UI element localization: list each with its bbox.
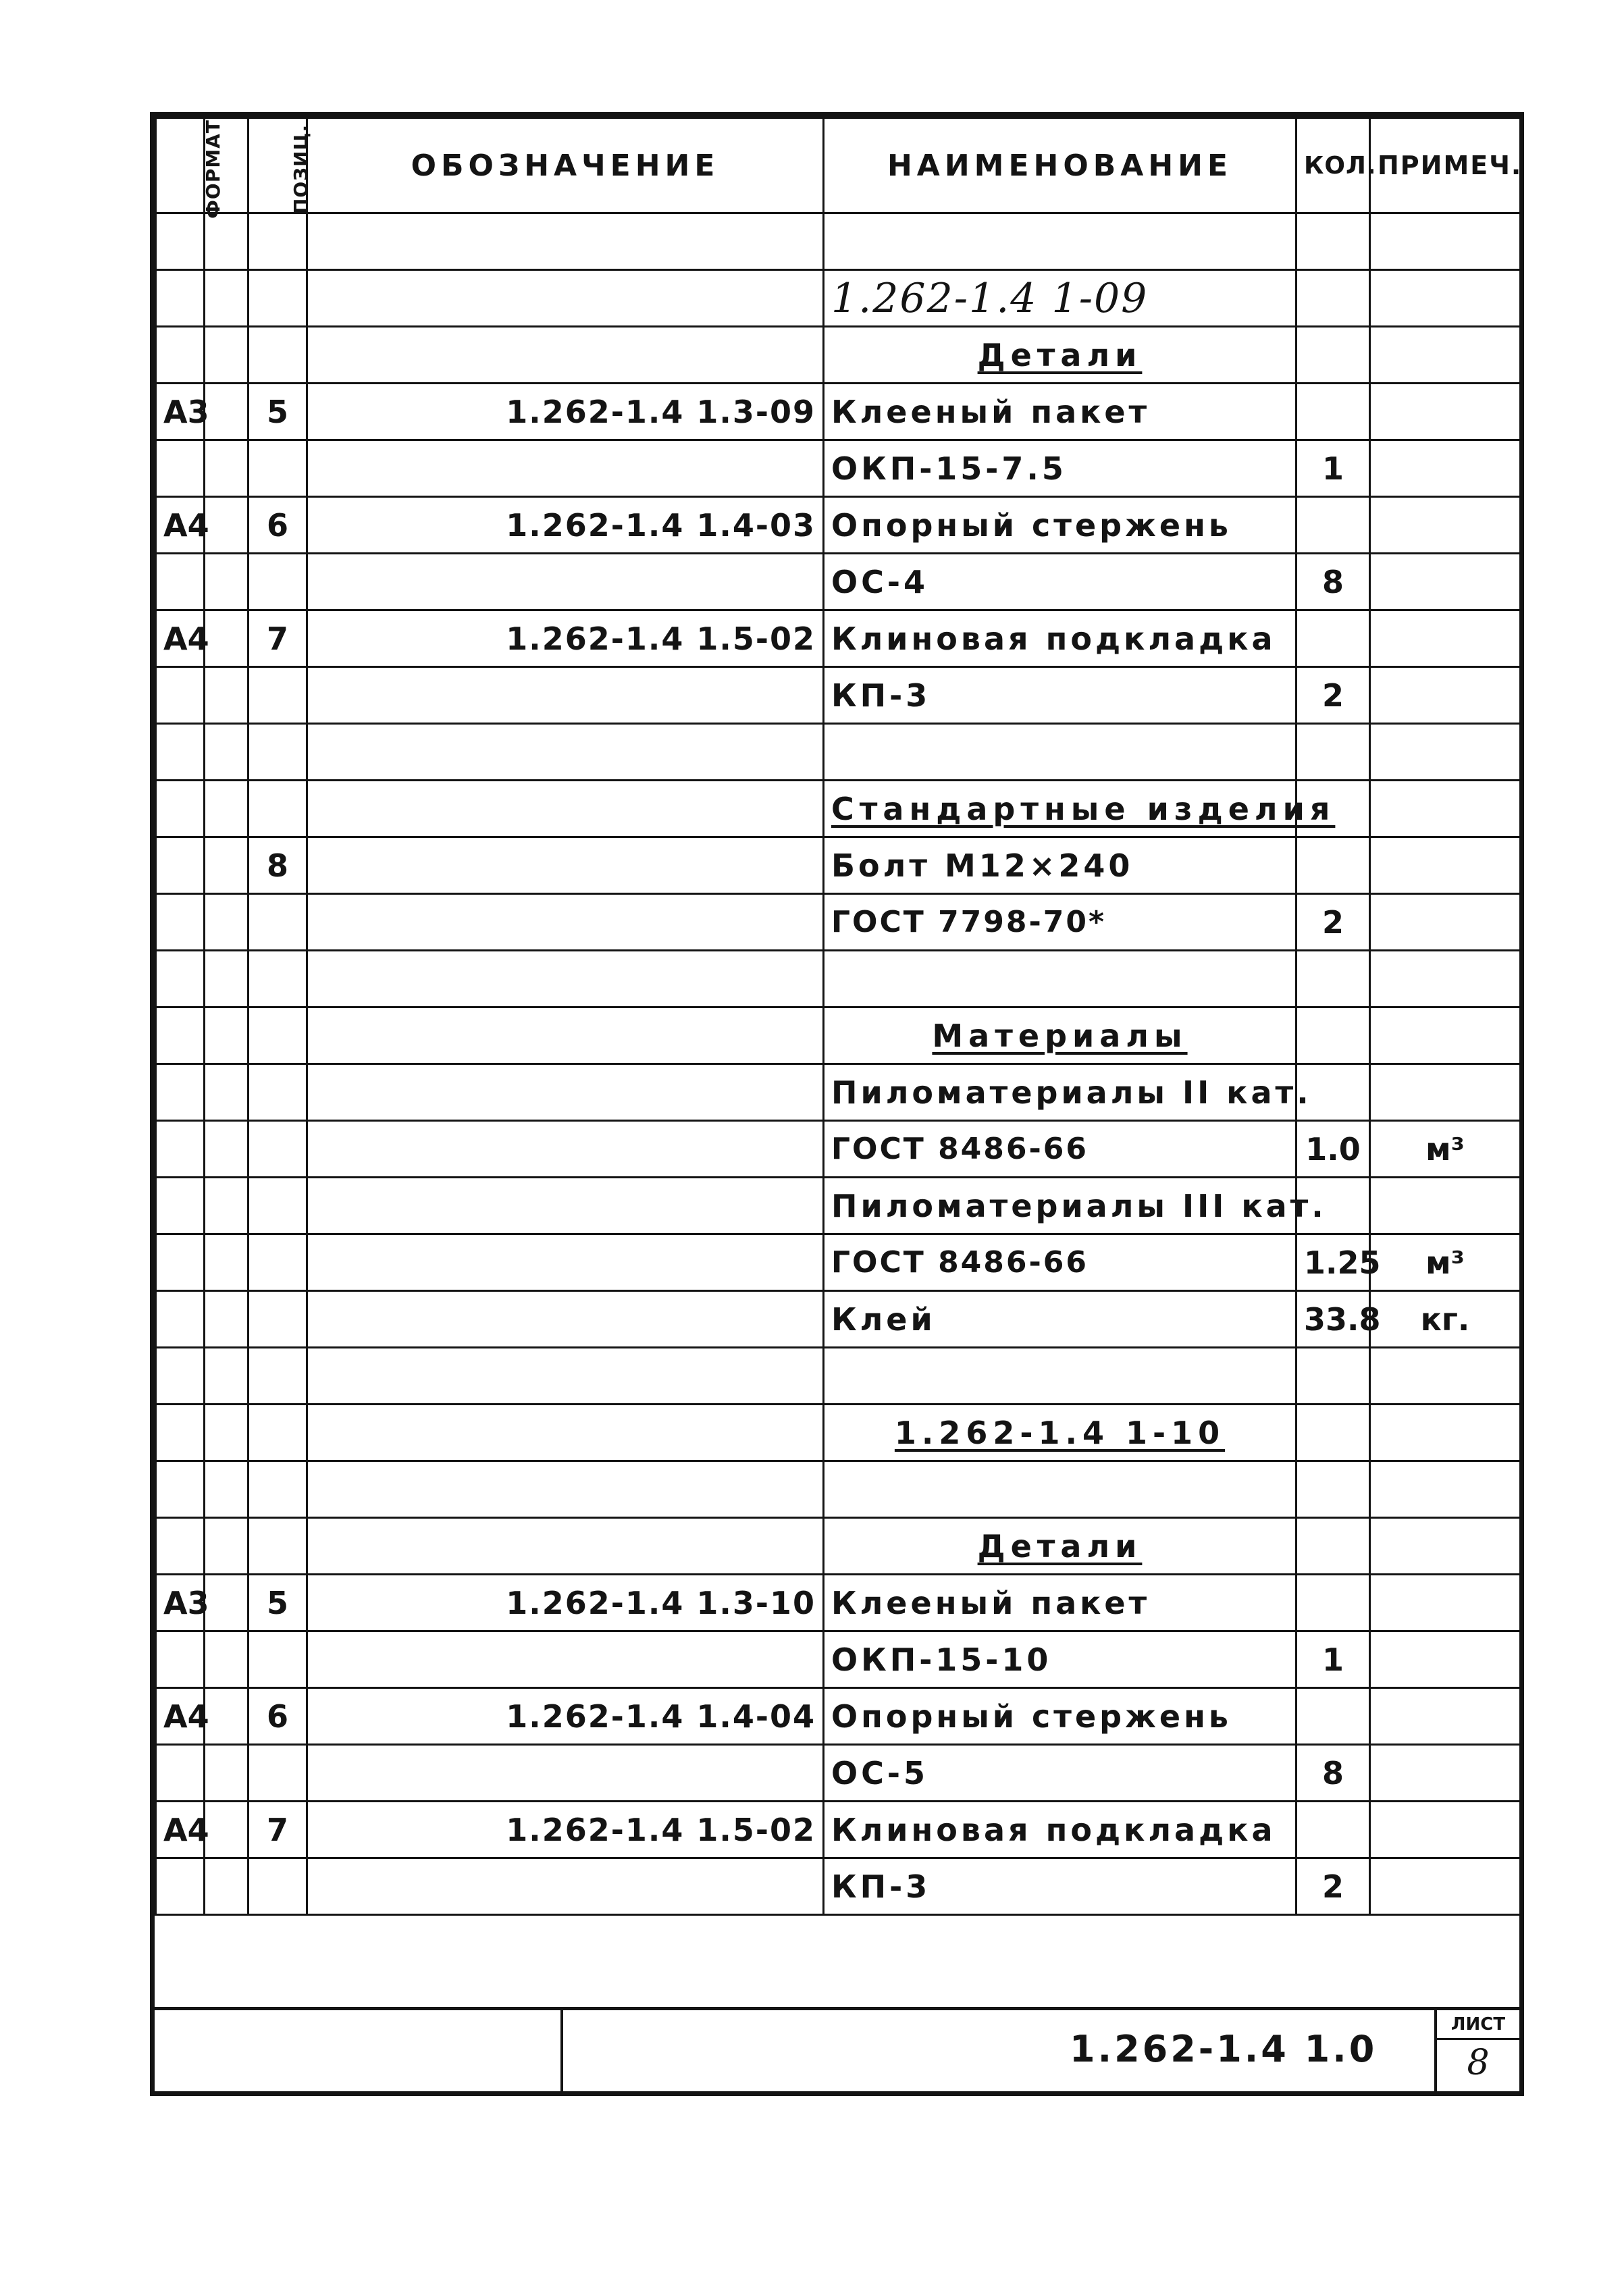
cell-designation bbox=[307, 951, 824, 1007]
specification-table bbox=[155, 117, 1521, 1916]
cell-designation: 1.262-1.4 1.5-02 bbox=[307, 1802, 824, 1858]
cell-format bbox=[156, 1348, 205, 1405]
cell-zone bbox=[205, 1688, 248, 1745]
cell-position bbox=[248, 1405, 307, 1461]
table-row bbox=[156, 951, 1521, 1007]
cell-position bbox=[248, 1291, 307, 1348]
cell-zone bbox=[205, 1121, 248, 1178]
cell-note bbox=[1370, 1745, 1521, 1802]
cell-name: Опорный стержень bbox=[824, 1688, 1296, 1745]
cell-zone bbox=[205, 1631, 248, 1688]
cell-note bbox=[1370, 270, 1521, 327]
cell-zone bbox=[205, 1007, 248, 1064]
cell-zone bbox=[205, 1575, 248, 1631]
cell-qty bbox=[1296, 1461, 1370, 1518]
cell-format bbox=[156, 1234, 205, 1291]
title-block-left-cell bbox=[155, 2010, 563, 2096]
cell-position: 6 bbox=[248, 497, 307, 554]
cell-format bbox=[156, 270, 205, 327]
cell-designation bbox=[307, 1405, 824, 1461]
cell-zone bbox=[205, 951, 248, 1007]
cell-zone bbox=[205, 837, 248, 894]
cell-name: 1.262-1.4 1-10 bbox=[824, 1405, 1296, 1461]
cell-zone bbox=[205, 1802, 248, 1858]
cell-name: Детали bbox=[824, 1518, 1296, 1575]
table-row bbox=[156, 1007, 1521, 1064]
cell-format bbox=[156, 1291, 205, 1348]
cell-name: ОС-4 bbox=[824, 554, 1296, 610]
cell-qty bbox=[1296, 724, 1370, 781]
cell-zone bbox=[205, 1745, 248, 1802]
cell-designation bbox=[307, 781, 824, 837]
cell-position bbox=[248, 1461, 307, 1518]
cell-name: ОКП-15-7.5 bbox=[824, 440, 1296, 497]
cell-format: А4 bbox=[156, 1802, 205, 1858]
cell-zone bbox=[205, 1518, 248, 1575]
table-row bbox=[156, 837, 1521, 894]
cell-position bbox=[248, 951, 307, 1007]
cell-designation bbox=[307, 327, 824, 384]
table-row bbox=[156, 270, 1521, 327]
cell-designation bbox=[307, 1291, 824, 1348]
cell-name: Клиновая подкладка bbox=[824, 610, 1296, 667]
cell-qty: 2 bbox=[1296, 894, 1370, 951]
table-row bbox=[156, 1858, 1521, 1915]
cell-designation bbox=[307, 1631, 824, 1688]
table-row bbox=[156, 610, 1521, 667]
cell-position: 5 bbox=[248, 1575, 307, 1631]
cell-qty bbox=[1296, 1518, 1370, 1575]
cell-note bbox=[1370, 1688, 1521, 1745]
cell-name: ГОСТ 8486-66 bbox=[824, 1121, 1296, 1178]
cell-name: Клей bbox=[824, 1291, 1296, 1348]
cell-qty bbox=[1296, 610, 1370, 667]
table-row bbox=[156, 1121, 1521, 1178]
cell-qty: 8 bbox=[1296, 1745, 1370, 1802]
table-row bbox=[156, 497, 1521, 554]
table-row bbox=[156, 1178, 1521, 1234]
cell-format bbox=[156, 1007, 205, 1064]
cell-note bbox=[1370, 951, 1521, 1007]
cell-name: Материалы bbox=[824, 1007, 1296, 1064]
table-row bbox=[156, 1745, 1521, 1802]
cell-zone bbox=[205, 894, 248, 951]
cell-name: КП-3 bbox=[824, 1858, 1296, 1915]
cell-note bbox=[1370, 1348, 1521, 1405]
header-qty: КОЛ. bbox=[1296, 118, 1370, 213]
cell-position bbox=[248, 724, 307, 781]
table-row bbox=[156, 1064, 1521, 1121]
title-block bbox=[155, 2007, 1519, 2096]
cell-designation: 1.262-1.4 1.4-04 bbox=[307, 1688, 824, 1745]
header-format: ФОРМАТ bbox=[156, 118, 205, 213]
cell-position bbox=[248, 781, 307, 837]
cell-position bbox=[248, 554, 307, 610]
cell-zone bbox=[205, 1348, 248, 1405]
cell-designation bbox=[307, 1178, 824, 1234]
header-name: НАИМЕНОВАНИЕ bbox=[824, 118, 1296, 213]
cell-qty: 8 bbox=[1296, 554, 1370, 610]
table-row bbox=[156, 1291, 1521, 1348]
cell-name: Опорный стержень bbox=[824, 497, 1296, 554]
cell-zone bbox=[205, 213, 248, 270]
cell-position: 6 bbox=[248, 1688, 307, 1745]
cell-qty bbox=[1296, 1007, 1370, 1064]
cell-name bbox=[824, 1461, 1296, 1518]
cell-qty: 1 bbox=[1296, 440, 1370, 497]
cell-designation: 1.262-1.4 1.5-02 bbox=[307, 610, 824, 667]
cell-name: Болт М12×240 bbox=[824, 837, 1296, 894]
cell-note: м³ bbox=[1370, 1121, 1521, 1178]
cell-position: 7 bbox=[248, 1802, 307, 1858]
table-row bbox=[156, 213, 1521, 270]
table-row bbox=[156, 1688, 1521, 1745]
cell-position bbox=[248, 440, 307, 497]
cell-format bbox=[156, 1121, 205, 1178]
cell-qty bbox=[1296, 497, 1370, 554]
cell-name: ГОСТ 8486-66 bbox=[824, 1234, 1296, 1291]
cell-format: А3 bbox=[156, 384, 205, 440]
cell-position bbox=[248, 327, 307, 384]
cell-position: 7 bbox=[248, 610, 307, 667]
cell-name: КП-3 bbox=[824, 667, 1296, 724]
cell-note bbox=[1370, 724, 1521, 781]
cell-qty: 1.0 bbox=[1296, 1121, 1370, 1178]
cell-position bbox=[248, 270, 307, 327]
cell-zone bbox=[205, 667, 248, 724]
cell-format bbox=[156, 1064, 205, 1121]
cell-qty bbox=[1296, 327, 1370, 384]
cell-designation bbox=[307, 440, 824, 497]
header-note: ПРИМЕЧ. bbox=[1370, 118, 1521, 213]
cell-note bbox=[1370, 1631, 1521, 1688]
cell-name: Пиломатериалы II кат. bbox=[824, 1064, 1296, 1121]
cell-name: Клееный пакет bbox=[824, 1575, 1296, 1631]
cell-designation bbox=[307, 1858, 824, 1915]
cell-designation bbox=[307, 1461, 824, 1518]
cell-note bbox=[1370, 1007, 1521, 1064]
document-code: 1.262-1.4 1.0 bbox=[1070, 2028, 1378, 2070]
cell-note bbox=[1370, 1575, 1521, 1631]
specification-sheet bbox=[150, 112, 1524, 2096]
cell-format bbox=[156, 213, 205, 270]
cell-note bbox=[1370, 1405, 1521, 1461]
cell-zone bbox=[205, 1178, 248, 1234]
table-row bbox=[156, 1461, 1521, 1518]
cell-note bbox=[1370, 781, 1521, 837]
cell-name: Клееный пакет bbox=[824, 384, 1296, 440]
cell-format bbox=[156, 1858, 205, 1915]
cell-note bbox=[1370, 1064, 1521, 1121]
cell-zone bbox=[205, 610, 248, 667]
cell-zone bbox=[205, 327, 248, 384]
table-row bbox=[156, 327, 1521, 384]
cell-name: ГОСТ 7798-70* bbox=[824, 894, 1296, 951]
cell-name: ОКП-15-10 bbox=[824, 1631, 1296, 1688]
cell-qty bbox=[1296, 270, 1370, 327]
header-position: ПОЗИЦ. bbox=[248, 118, 307, 213]
sheet-label: ЛИСТ bbox=[1437, 2010, 1519, 2040]
cell-position bbox=[248, 1007, 307, 1064]
cell-name: Детали bbox=[824, 327, 1296, 384]
cell-zone bbox=[205, 1858, 248, 1915]
cell-designation bbox=[307, 554, 824, 610]
cell-qty: 1 bbox=[1296, 1631, 1370, 1688]
table-row bbox=[156, 724, 1521, 781]
cell-note bbox=[1370, 1802, 1521, 1858]
cell-qty bbox=[1296, 1575, 1370, 1631]
cell-qty bbox=[1296, 1348, 1370, 1405]
cell-qty bbox=[1296, 1802, 1370, 1858]
cell-format: А4 bbox=[156, 497, 205, 554]
cell-designation bbox=[307, 1745, 824, 1802]
cell-position bbox=[248, 1518, 307, 1575]
cell-format bbox=[156, 1461, 205, 1518]
cell-format bbox=[156, 440, 205, 497]
cell-designation bbox=[307, 894, 824, 951]
table-row bbox=[156, 384, 1521, 440]
cell-position bbox=[248, 1064, 307, 1121]
cell-qty: 2 bbox=[1296, 667, 1370, 724]
cell-note bbox=[1370, 667, 1521, 724]
cell-zone bbox=[205, 1461, 248, 1518]
cell-note: кг. bbox=[1370, 1291, 1521, 1348]
cell-format bbox=[156, 1631, 205, 1688]
cell-name: ОС-5 bbox=[824, 1745, 1296, 1802]
cell-format bbox=[156, 894, 205, 951]
cell-note bbox=[1370, 1518, 1521, 1575]
cell-qty: 1.25 bbox=[1296, 1234, 1370, 1291]
cell-zone bbox=[205, 440, 248, 497]
cell-designation bbox=[307, 1007, 824, 1064]
cell-note bbox=[1370, 384, 1521, 440]
cell-position bbox=[248, 1348, 307, 1405]
header-row bbox=[156, 118, 1521, 213]
cell-position bbox=[248, 1745, 307, 1802]
cell-name: Клиновая подкладка bbox=[824, 1802, 1296, 1858]
cell-qty bbox=[1296, 1405, 1370, 1461]
cell-designation bbox=[307, 1064, 824, 1121]
table-row bbox=[156, 781, 1521, 837]
cell-zone bbox=[205, 1291, 248, 1348]
cell-note bbox=[1370, 1461, 1521, 1518]
cell-note bbox=[1370, 213, 1521, 270]
cell-zone bbox=[205, 384, 248, 440]
cell-position bbox=[248, 1178, 307, 1234]
cell-note: м³ bbox=[1370, 1234, 1521, 1291]
cell-designation bbox=[307, 1348, 824, 1405]
cell-zone bbox=[205, 1064, 248, 1121]
table-row bbox=[156, 1348, 1521, 1405]
cell-format: А3 bbox=[156, 1575, 205, 1631]
cell-note bbox=[1370, 497, 1521, 554]
cell-qty bbox=[1296, 951, 1370, 1007]
cell-position: 8 bbox=[248, 837, 307, 894]
cell-position bbox=[248, 213, 307, 270]
sheet-box bbox=[1434, 2010, 1519, 2096]
cell-designation: 1.262-1.4 1.4-03 bbox=[307, 497, 824, 554]
cell-format bbox=[156, 724, 205, 781]
cell-position bbox=[248, 894, 307, 951]
cell-zone bbox=[205, 1234, 248, 1291]
table-row bbox=[156, 554, 1521, 610]
cell-designation bbox=[307, 1518, 824, 1575]
cell-name bbox=[824, 951, 1296, 1007]
cell-note bbox=[1370, 1178, 1521, 1234]
cell-designation: 1.262-1.4 1.3-09 bbox=[307, 384, 824, 440]
table-row bbox=[156, 1575, 1521, 1631]
cell-note bbox=[1370, 837, 1521, 894]
cell-note bbox=[1370, 327, 1521, 384]
cell-designation: 1.262-1.4 1.3-10 bbox=[307, 1575, 824, 1631]
cell-zone bbox=[205, 724, 248, 781]
cell-designation bbox=[307, 213, 824, 270]
cell-format: А4 bbox=[156, 1688, 205, 1745]
cell-position bbox=[248, 1234, 307, 1291]
cell-format bbox=[156, 554, 205, 610]
cell-zone bbox=[205, 554, 248, 610]
cell-position bbox=[248, 667, 307, 724]
table-row bbox=[156, 1518, 1521, 1575]
cell-name: 1.262-1.4 1-09 bbox=[824, 270, 1296, 327]
cell-note bbox=[1370, 440, 1521, 497]
cell-name: Пиломатериалы III кат. bbox=[824, 1178, 1296, 1234]
cell-format: А4 bbox=[156, 610, 205, 667]
cell-designation bbox=[307, 724, 824, 781]
table-row bbox=[156, 1802, 1521, 1858]
cell-format bbox=[156, 781, 205, 837]
cell-format bbox=[156, 1518, 205, 1575]
cell-name bbox=[824, 213, 1296, 270]
cell-designation bbox=[307, 1121, 824, 1178]
cell-qty: 2 bbox=[1296, 1858, 1370, 1915]
table-row bbox=[156, 1631, 1521, 1688]
cell-note bbox=[1370, 554, 1521, 610]
sheet-number: 8 bbox=[1467, 2043, 1490, 2083]
cell-qty bbox=[1296, 1688, 1370, 1745]
cell-position bbox=[248, 1858, 307, 1915]
table-row bbox=[156, 1234, 1521, 1291]
cell-format bbox=[156, 1178, 205, 1234]
cell-designation bbox=[307, 667, 824, 724]
cell-format bbox=[156, 951, 205, 1007]
cell-qty bbox=[1296, 213, 1370, 270]
cell-zone bbox=[205, 1405, 248, 1461]
cell-position bbox=[248, 1631, 307, 1688]
table-row bbox=[156, 667, 1521, 724]
cell-note bbox=[1370, 610, 1521, 667]
cell-designation bbox=[307, 270, 824, 327]
table-row bbox=[156, 1405, 1521, 1461]
cell-designation bbox=[307, 837, 824, 894]
cell-format bbox=[156, 1405, 205, 1461]
cell-zone bbox=[205, 270, 248, 327]
cell-qty bbox=[1296, 384, 1370, 440]
header-designation: ОБОЗНАЧЕНИЕ bbox=[307, 118, 824, 213]
cell-note bbox=[1370, 1858, 1521, 1915]
cell-zone bbox=[205, 781, 248, 837]
cell-designation bbox=[307, 1234, 824, 1291]
cell-name: Стандартные изделия bbox=[824, 781, 1296, 837]
cell-qty bbox=[1296, 837, 1370, 894]
table-row bbox=[156, 894, 1521, 951]
cell-zone bbox=[205, 497, 248, 554]
table-row bbox=[156, 440, 1521, 497]
cell-note bbox=[1370, 894, 1521, 951]
cell-position bbox=[248, 1121, 307, 1178]
cell-format bbox=[156, 667, 205, 724]
cell-position: 5 bbox=[248, 384, 307, 440]
cell-name bbox=[824, 1348, 1296, 1405]
cell-format bbox=[156, 837, 205, 894]
cell-name bbox=[824, 724, 1296, 781]
cell-format bbox=[156, 1745, 205, 1802]
cell-qty: 33.8 bbox=[1296, 1291, 1370, 1348]
cell-format bbox=[156, 327, 205, 384]
